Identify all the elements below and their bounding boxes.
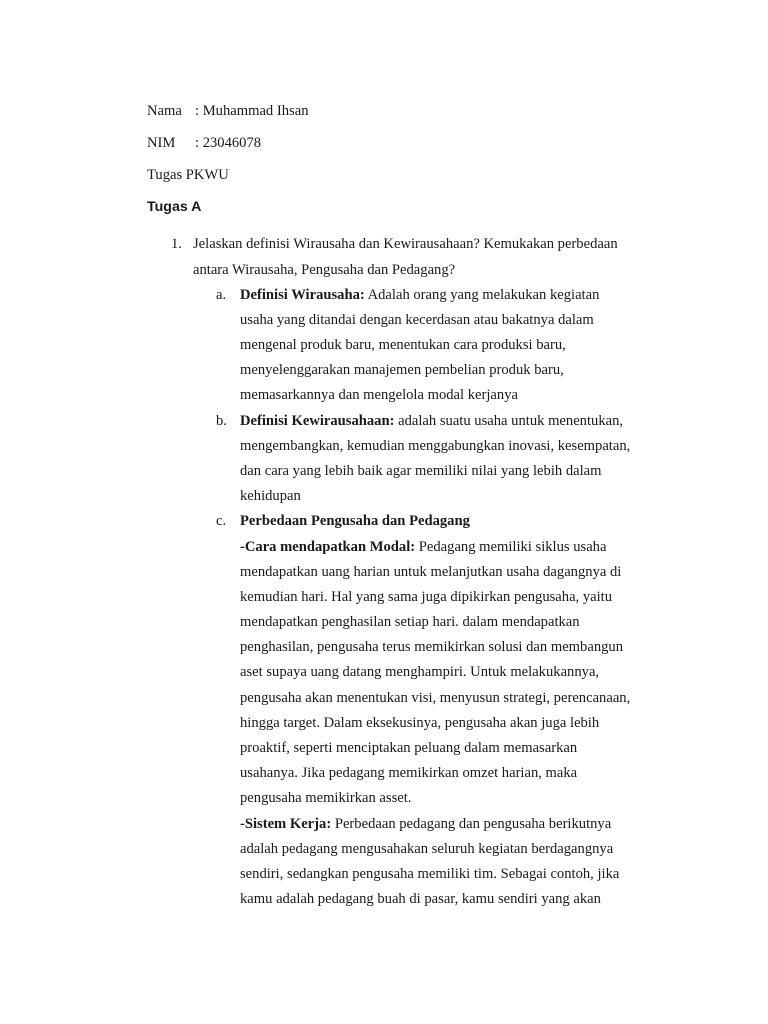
modal-line-10: usahanya. Jika pedagang memikirkan omzet harian, maka bbox=[240, 765, 578, 781]
question-line-2: antara Wirausaha, Pengusaha dan Pedagang? bbox=[193, 262, 456, 278]
modal-line-7: pengusaha akan menentukan visi, menyusun strategi, perencanaan, bbox=[240, 690, 631, 706]
modal-subtitle: -Cara mendapatkan Modal: bbox=[240, 539, 416, 555]
nim-value: : 23046078 bbox=[195, 135, 262, 151]
name-label: Nama bbox=[147, 103, 182, 119]
modal-line-1 bbox=[240, 538, 606, 556]
modal-line-5: penghasilan, pengusaha terus memikirkan solusi dan membangun bbox=[240, 639, 624, 655]
modal-line-3: kemudian hari. Hal yang sama juga dipikirkan pengusaha, yaitu bbox=[240, 589, 613, 605]
modal-line-1-text: Pedagang memiliki siklus usaha bbox=[415, 539, 607, 555]
modal-line-9: proaktif, seperti menciptakan peluang dalam memasarkan bbox=[240, 740, 578, 756]
modal-line-11: pengusaha memikirkan asset. bbox=[240, 790, 412, 806]
nim-row bbox=[147, 134, 261, 152]
item-c-title bbox=[240, 512, 470, 530]
name-value: : Muhammad Ihsan bbox=[195, 103, 309, 119]
item-a-line-1-text: Adalah orang yang melakukan kegiatan bbox=[364, 287, 600, 303]
item-b-line-4: kehidupan bbox=[240, 488, 301, 504]
item-b-title: Definisi Kewirausahaan: bbox=[240, 413, 395, 429]
item-b-line-1 bbox=[240, 412, 623, 430]
modal-line-6: aset supaya uang datang menghampiri. Untuk melakukannya, bbox=[240, 664, 600, 680]
item-a-line-1 bbox=[240, 286, 599, 304]
item-c-marker: c. bbox=[216, 513, 227, 529]
kerja-line-4: kamu adalah pedagang buah di pasar, kamu sendiri yang akan bbox=[240, 891, 601, 907]
course-title: Tugas PKWU bbox=[147, 167, 229, 183]
kerja-line-3: sendiri, sedangkan pengusaha memiliki tim. Sebagai contoh, jika bbox=[240, 866, 620, 882]
kerja-line-2: adalah pedagang mengusahakan seluruh kegiatan berdagangnya bbox=[240, 841, 614, 857]
section-heading: Tugas A bbox=[147, 199, 202, 215]
item-b-marker: b. bbox=[216, 413, 227, 429]
kerja-subtitle: -Sistem Kerja: bbox=[240, 816, 332, 832]
nim-label: NIM bbox=[147, 135, 176, 151]
question-line-1: Jelaskan definisi Wirausaha dan Kewirausahaan? Kemukakan perbedaan bbox=[193, 236, 618, 252]
item-b-line-2: mengembangkan, kemudian menggabungkan inovasi, kesempatan, bbox=[240, 438, 631, 454]
item-b-line-3: dan cara yang lebih baik agar memiliki nilai yang lebih dalam bbox=[240, 463, 602, 479]
question-number: 1. bbox=[171, 236, 182, 252]
item-a-marker: a. bbox=[216, 287, 227, 303]
kerja-line-1 bbox=[240, 815, 611, 833]
item-a-line-2: usaha yang ditandai dengan kecerdasan atau bakatnya dalam bbox=[240, 312, 594, 328]
item-b-line-1-text: adalah suatu usaha untuk menentukan, bbox=[394, 413, 624, 429]
modal-line-2: mendapatkan uang harian untuk melanjutkan usaha dagangnya di bbox=[240, 564, 622, 580]
modal-line-4: mendapatkan penghasilan setiap hari. dalam mendapatkan bbox=[240, 614, 580, 630]
item-c-title-text: Perbedaan Pengusaha dan Pedagang bbox=[240, 513, 470, 529]
item-a-line-3: mengenal produk baru, menentukan cara produksi baru, bbox=[240, 337, 566, 353]
kerja-line-1-text: Perbedaan pedagang dan pengusaha berikutnya bbox=[331, 816, 612, 832]
modal-line-8: hingga target. Dalam eksekusinya, pengusaha akan juga lebih bbox=[240, 715, 600, 731]
name-row bbox=[147, 102, 309, 120]
item-a-line-5: memasarkannya dan mengelola modal kerjanya bbox=[240, 387, 518, 403]
item-a-title: Definisi Wirausaha: bbox=[240, 287, 365, 303]
item-a-line-4: menyelenggarakan manajemen pembelian produk baru, bbox=[240, 362, 564, 378]
